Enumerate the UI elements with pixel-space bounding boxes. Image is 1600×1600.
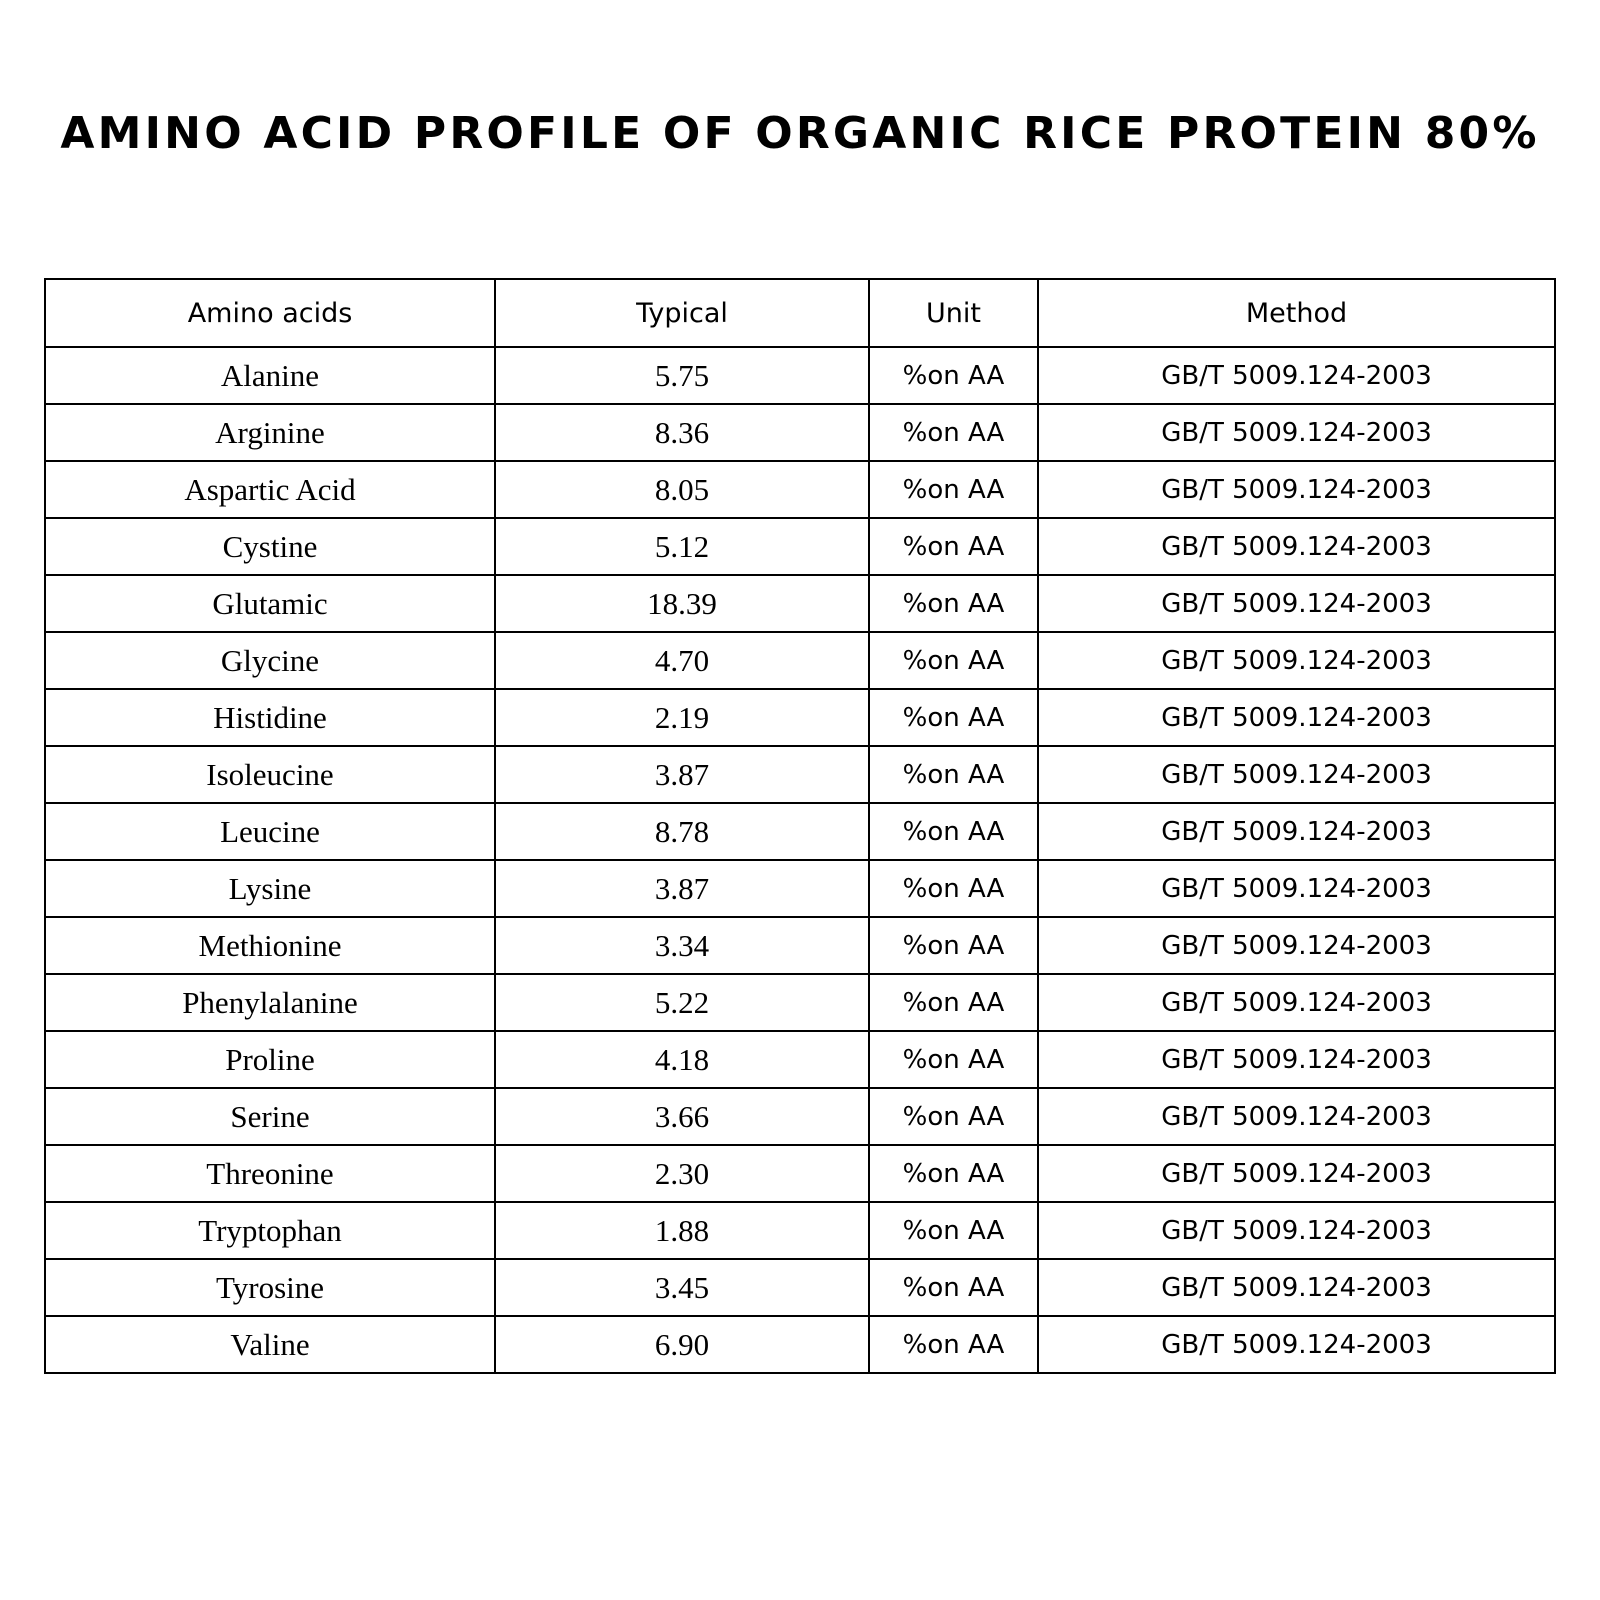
table-body (45, 347, 1555, 1373)
table-header (45, 279, 1555, 347)
cell-amino-acid-name: Glycine (45, 632, 495, 689)
cell-unit: %on AA (869, 974, 1038, 1031)
cell-method: GB/T 5009.124-2003 (1038, 461, 1555, 518)
cell-amino-acid-name: Histidine (45, 689, 495, 746)
cell-amino-acid-name: Valine (45, 1316, 495, 1373)
column-header-typical: Typical (495, 279, 869, 347)
cell-unit: %on AA (869, 1259, 1038, 1316)
column-header-unit: Unit (869, 279, 1038, 347)
cell-method: GB/T 5009.124-2003 (1038, 632, 1555, 689)
table-row (45, 1202, 1555, 1259)
cell-unit: %on AA (869, 1316, 1038, 1373)
cell-amino-acid-name: Serine (45, 1088, 495, 1145)
cell-amino-acid-name: Tryptophan (45, 1202, 495, 1259)
cell-unit: %on AA (869, 1145, 1038, 1202)
cell-typical-value: 3.87 (495, 746, 869, 803)
cell-method: GB/T 5009.124-2003 (1038, 404, 1555, 461)
cell-method: GB/T 5009.124-2003 (1038, 1031, 1555, 1088)
table-row (45, 632, 1555, 689)
cell-method: GB/T 5009.124-2003 (1038, 1202, 1555, 1259)
cell-unit: %on AA (869, 803, 1038, 860)
cell-typical-value: 1.88 (495, 1202, 869, 1259)
table-row (45, 746, 1555, 803)
cell-unit: %on AA (869, 1031, 1038, 1088)
cell-method: GB/T 5009.124-2003 (1038, 803, 1555, 860)
cell-method: GB/T 5009.124-2003 (1038, 860, 1555, 917)
cell-amino-acid-name: Cystine (45, 518, 495, 575)
cell-method: GB/T 5009.124-2003 (1038, 347, 1555, 404)
cell-amino-acid-name: Isoleucine (45, 746, 495, 803)
cell-typical-value: 8.05 (495, 461, 869, 518)
column-header-amino-acids: Amino acids (45, 279, 495, 347)
table-row (45, 803, 1555, 860)
cell-typical-value: 2.19 (495, 689, 869, 746)
cell-amino-acid-name: Arginine (45, 404, 495, 461)
table-row (45, 575, 1555, 632)
cell-typical-value: 18.39 (495, 575, 869, 632)
cell-amino-acid-name: Phenylalanine (45, 974, 495, 1031)
cell-amino-acid-name: Aspartic Acid (45, 461, 495, 518)
cell-typical-value: 4.18 (495, 1031, 869, 1088)
cell-method: GB/T 5009.124-2003 (1038, 974, 1555, 1031)
cell-amino-acid-name: Glutamic (45, 575, 495, 632)
table-row (45, 518, 1555, 575)
cell-unit: %on AA (869, 404, 1038, 461)
cell-typical-value: 2.30 (495, 1145, 869, 1202)
table-row (45, 917, 1555, 974)
cell-unit: %on AA (869, 575, 1038, 632)
cell-unit: %on AA (869, 461, 1038, 518)
amino-acid-table-container (44, 278, 1554, 1374)
cell-unit: %on AA (869, 689, 1038, 746)
cell-amino-acid-name: Lysine (45, 860, 495, 917)
cell-typical-value: 3.45 (495, 1259, 869, 1316)
cell-method: GB/T 5009.124-2003 (1038, 689, 1555, 746)
table-row (45, 689, 1555, 746)
cell-unit: %on AA (869, 1088, 1038, 1145)
cell-method: GB/T 5009.124-2003 (1038, 1259, 1555, 1316)
cell-typical-value: 5.22 (495, 974, 869, 1031)
cell-unit: %on AA (869, 518, 1038, 575)
cell-method: GB/T 5009.124-2003 (1038, 518, 1555, 575)
cell-typical-value: 6.90 (495, 1316, 869, 1373)
cell-amino-acid-name: Tyrosine (45, 1259, 495, 1316)
table-row (45, 860, 1555, 917)
table-row (45, 1145, 1555, 1202)
cell-amino-acid-name: Methionine (45, 917, 495, 974)
cell-method: GB/T 5009.124-2003 (1038, 575, 1555, 632)
cell-amino-acid-name: Threonine (45, 1145, 495, 1202)
table-row (45, 1031, 1555, 1088)
cell-method: GB/T 5009.124-2003 (1038, 1088, 1555, 1145)
cell-typical-value: 4.70 (495, 632, 869, 689)
table-row (45, 1088, 1555, 1145)
table-row (45, 347, 1555, 404)
table-row (45, 461, 1555, 518)
cell-typical-value: 8.78 (495, 803, 869, 860)
table-row (45, 1259, 1555, 1316)
cell-unit: %on AA (869, 1202, 1038, 1259)
page-title: AMINO ACID PROFILE OF ORGANIC RICE PROTEIN 80% (60, 108, 1540, 159)
cell-typical-value: 3.66 (495, 1088, 869, 1145)
cell-unit: %on AA (869, 746, 1038, 803)
cell-unit: %on AA (869, 917, 1038, 974)
cell-unit: %on AA (869, 860, 1038, 917)
cell-amino-acid-name: Proline (45, 1031, 495, 1088)
cell-method: GB/T 5009.124-2003 (1038, 917, 1555, 974)
amino-acid-table (44, 278, 1556, 1374)
table-row (45, 974, 1555, 1031)
column-header-method: Method (1038, 279, 1555, 347)
cell-method: GB/T 5009.124-2003 (1038, 746, 1555, 803)
cell-amino-acid-name: Alanine (45, 347, 495, 404)
table-row (45, 1316, 1555, 1373)
cell-typical-value: 3.34 (495, 917, 869, 974)
cell-typical-value: 5.75 (495, 347, 869, 404)
cell-amino-acid-name: Leucine (45, 803, 495, 860)
cell-unit: %on AA (869, 632, 1038, 689)
cell-unit: %on AA (869, 347, 1038, 404)
cell-typical-value: 3.87 (495, 860, 869, 917)
cell-method: GB/T 5009.124-2003 (1038, 1145, 1555, 1202)
cell-typical-value: 5.12 (495, 518, 869, 575)
table-row (45, 404, 1555, 461)
table-header-row (45, 279, 1555, 347)
cell-typical-value: 8.36 (495, 404, 869, 461)
cell-method: GB/T 5009.124-2003 (1038, 1316, 1555, 1373)
